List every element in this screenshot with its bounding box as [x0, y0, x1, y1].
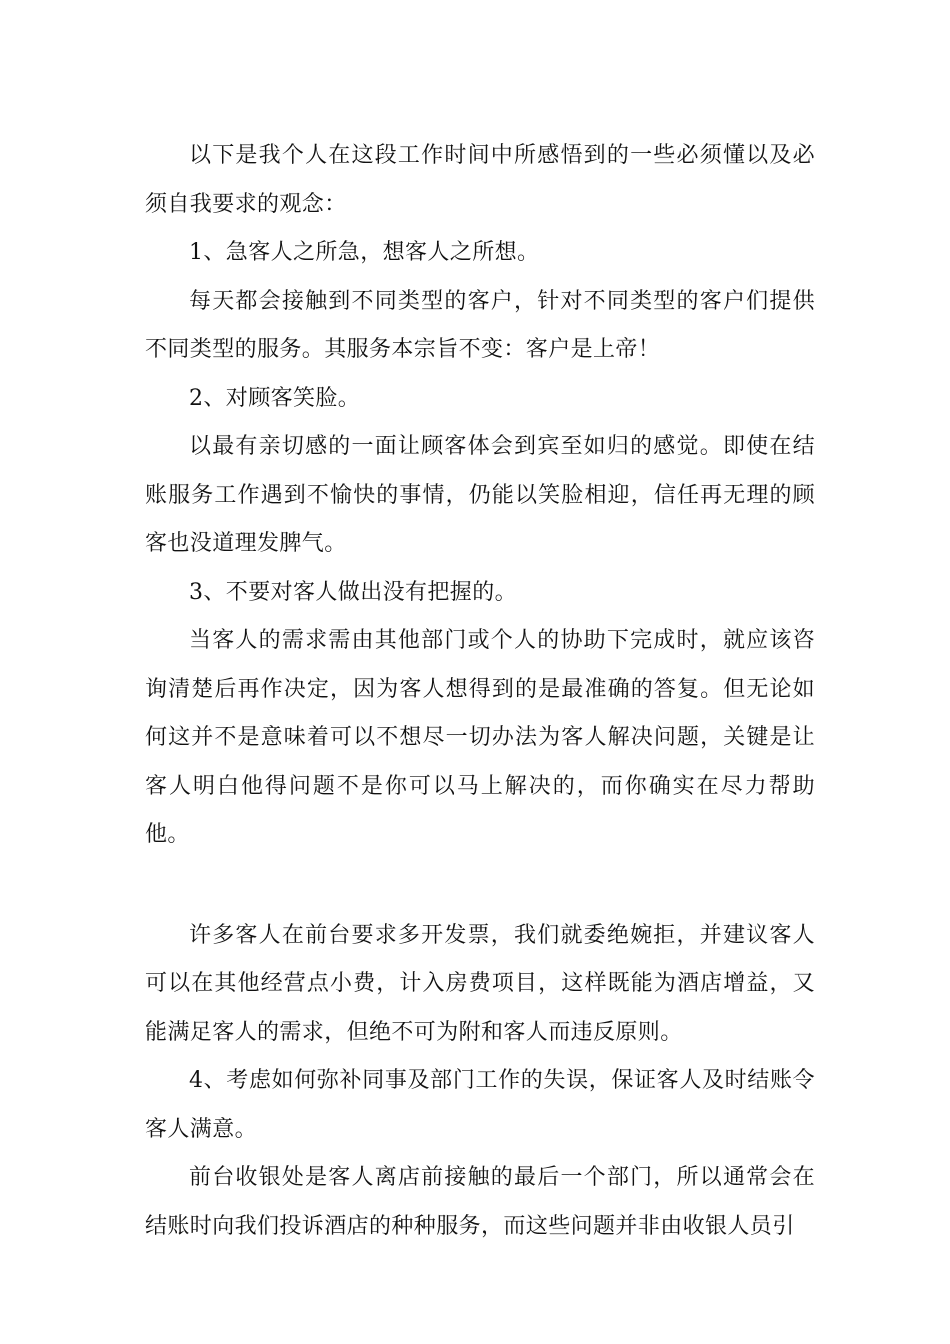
paragraph-intro: 以下是我个人在这段工作时间中所感悟到的一些必须懂以及必须自我要求的观念：: [145, 143, 815, 217]
paragraph-point-2-heading: 2、对顾客笑脸。: [189, 385, 361, 411]
document-body: [145, 132, 815, 1251]
paragraph-point-1-body: 每天都会接触到不同类型的客户，针对不同类型的客户们提供不同类型的服务。其服务本宗旨不变：客户是上帝！: [145, 288, 815, 362]
paragraph-point-3-heading: 3、不要对客人做出没有把握的。: [189, 579, 517, 605]
paragraph-point-1-heading: 1、急客人之所急，想客人之所想。: [189, 240, 540, 265]
paragraph-point-4-body: 前台收银处是客人离店前接触的最后一个部门，所以通常会在结账时向我们投诉酒店的种种服务，而这些问题并非由收银人员引: [145, 1165, 815, 1239]
paragraph-invoice-example: 许多客人在前台要求多开发票，我们就委绝婉拒，并建议客人可以在其他经营点小费，计入房费项目，这样既能为酒店增益，又能满足客人的需求，但绝不可为附和客人而违反原则。: [145, 922, 815, 1045]
paragraph-point-3-body: 当客人的需求需由其他部门或个人的协助下完成时，就应该咨询清楚后再作决定，因为客人想得到的是最准确的答复。但无论如何这并不是意味着可以不想尽一切办法为客人解决问题，关键是让客人明白他得问题不是你可以马上解决的，而你确实在尽力帮助他。: [145, 628, 815, 847]
paragraph-point-2-body: 以最有亲切感的一面让顾客体会到宾至如归的感觉。即使在结账服务工作遇到不愉快的事情，仍能以笑脸相迎，信任再无理的顾客也没道理发脾气。: [145, 434, 815, 556]
paragraph-point-4-heading: 4、考虑如何弥补同事及部门工作的失误，保证客人及时结账令客人满意。: [145, 1068, 815, 1142]
